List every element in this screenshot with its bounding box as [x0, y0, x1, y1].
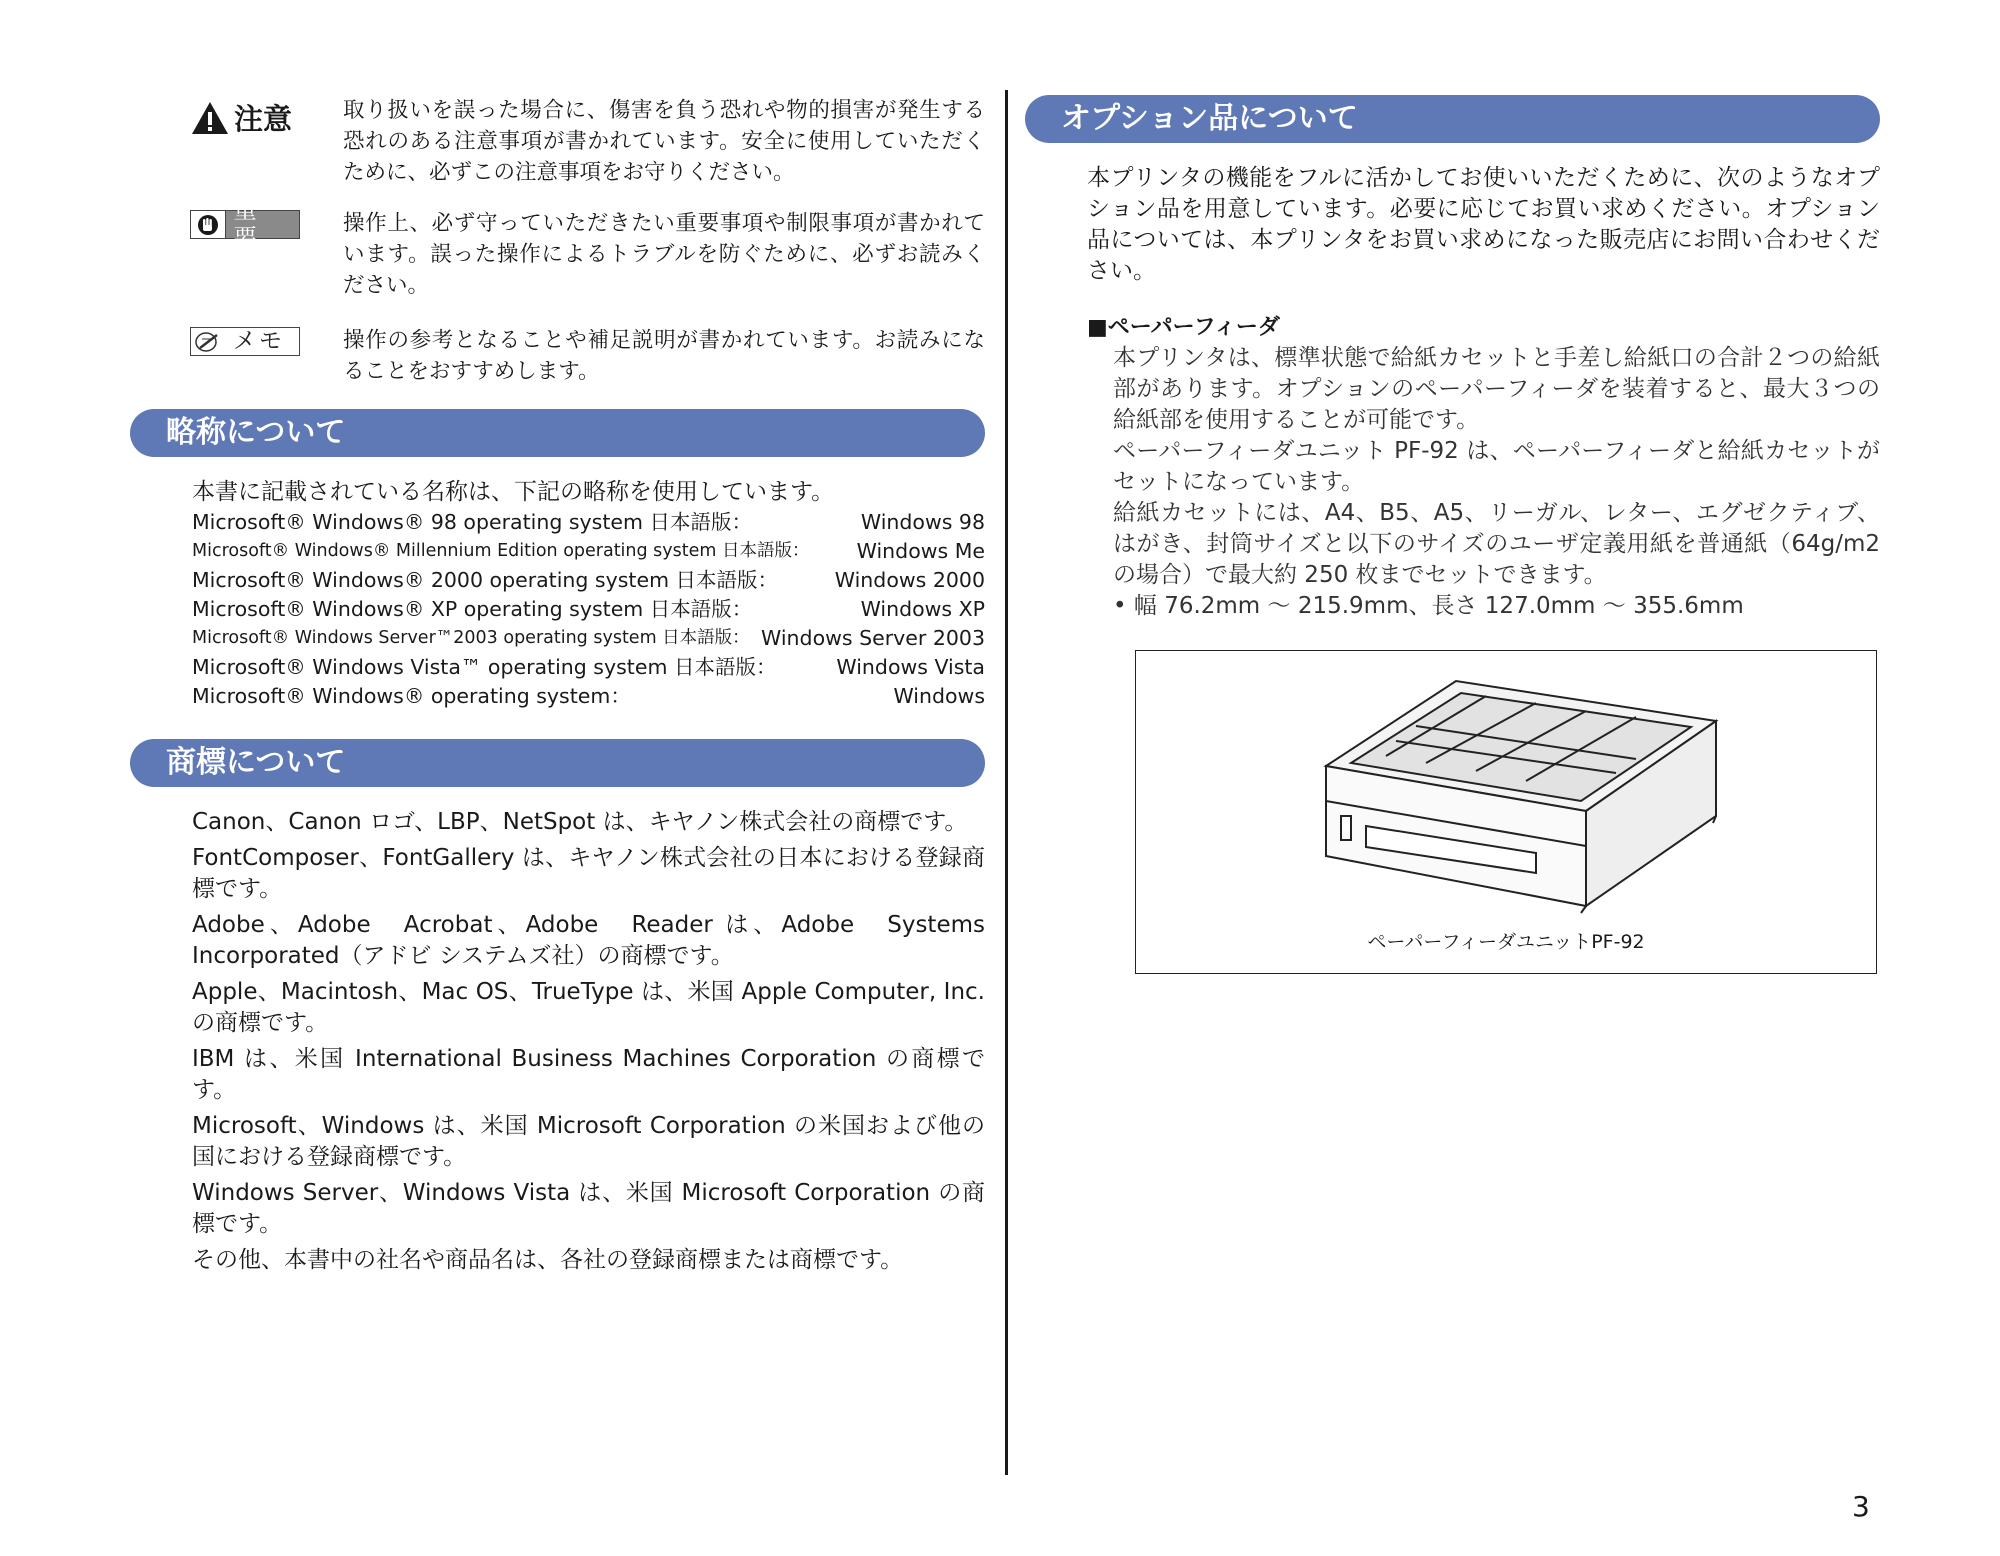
memo-tag-text: メモ: [233, 328, 285, 354]
memo-label: [190, 327, 300, 357]
option-section-header: [1025, 95, 1880, 143]
note-memo: [130, 325, 985, 387]
abbr-section-title: 略称について: [166, 415, 346, 450]
abbr-name: Microsoft® Windows® 98 operating system 日本語版：: [192, 510, 752, 534]
abbr-row: [192, 566, 985, 595]
hand-stop-icon: [191, 211, 226, 238]
abbr-name: Microsoft® Windows® 2000 operating system 日本語版：: [192, 568, 779, 592]
warning-triangle-icon: [190, 100, 230, 136]
tm-paragraph: Apple、Macintosh、Mac OS、TrueType は、米国 Apple Computer, Inc. の商標です。: [192, 979, 985, 1036]
tm-paragraphs: [130, 807, 985, 1276]
abbr-value: Windows Server 2003: [761, 626, 985, 650]
abbr-value: Windows Me: [856, 539, 985, 563]
memo-description: 操作の参考となることや補足説明が書かれています。お読みになることをおすすめします。: [343, 328, 985, 384]
tm-paragraph: Adobe、Adobe Acrobat、Adobe Reader は、Adobe Systems Incorporated（アドビ システムズ社）の商標です。: [192, 912, 985, 969]
abbr-intro: 本書に記載されている名称は、下記の略称を使用しています。: [192, 479, 835, 505]
tm-section-title: 商標について: [166, 745, 346, 780]
abbr-section-header: [130, 409, 985, 457]
right-column: [1025, 95, 1880, 622]
abbr-row: [192, 537, 985, 566]
note-caution: [130, 95, 985, 188]
important-tag-text: 重要: [233, 197, 260, 251]
abbr-value: Windows Vista: [836, 655, 985, 679]
abbr-value: Windows 98: [860, 510, 985, 534]
paper-feeder-figure: [1135, 650, 1877, 974]
abbr-name: Microsoft® Windows Server™2003 operating system 日本語版：: [192, 628, 750, 648]
important-label: [190, 197, 300, 251]
tm-paragraph: Microsoft、Windows は、米国 Microsoft Corporation の米国および他の国における登録商標です。: [192, 1113, 985, 1170]
tm-paragraph: Canon、Canon ロゴ、LBP、NetSpot は、キヤノン株式会社の商標です。: [192, 809, 968, 835]
abbr-row: [192, 682, 985, 711]
page-number: 3: [1852, 1490, 1870, 1523]
abbr-row: [192, 508, 985, 537]
abbr-name: Microsoft® Windows Vista™ operating system 日本語版：: [192, 655, 777, 679]
option-section-title: オプション品について: [1061, 101, 1358, 136]
paper-size-bullet: • 幅 76.2mm ～ 215.9mm、長さ 127.0mm ～ 355.6mm: [1113, 593, 1744, 619]
abbr-row: [192, 624, 985, 653]
tm-section-header: [130, 739, 985, 787]
abbr-name: Microsoft® Windows® Millennium Edition operating system 日本語版：: [192, 541, 810, 561]
paper-feeder-para: 給紙カセットには、A4、B5、A5、リーガル、レター、エグゼクティブ、はがき、封筒サイズと以下のサイズのユーザ定義用紙を普通紙（64g/m2 の場合）で最大約 250 枚までセットできます。: [1113, 500, 1880, 588]
tm-paragraph: IBM は、米国 International Business Machines Corporation の商標です。: [192, 1046, 985, 1103]
important-description: 操作上、必ず守っていただきたい重要事項や制限事項が書かれています。誤った操作によるトラブルを防ぐために、必ずお読みください。: [343, 211, 985, 298]
abbr-table: [192, 508, 985, 711]
option-intro: 本プリンタの機能をフルに活かしてお使いいただくために、次のようなオプション品を用意しています。必要に応じてお買い求めください。オプション品については、本プリンタをお買い求めになった販売店にお問い合わせください。: [1087, 165, 1880, 284]
paper-feeder-unit-illustration: [1136, 651, 1876, 921]
caution-text-label: 注意: [234, 102, 293, 136]
tm-paragraph: その他、本書中の社名や商品名は、各社の登録商標または商標です。: [192, 1247, 904, 1273]
left-column: [130, 95, 985, 1281]
paper-feeder-heading: ■ペーパーフィーダ: [1087, 315, 1280, 340]
note-important: [130, 197, 985, 301]
caution-description: 取り扱いを誤った場合に、傷害を負う恐れや物的損害が発生する恐れのある注意事項が書かれています。安全に使用していただくために、必ずこの注意事項をお守りください。: [343, 98, 985, 185]
abbr-value: Windows: [893, 684, 985, 708]
abbr-row: [192, 595, 985, 624]
figure-caption: ペーパーフィーダユニットPF-92: [1367, 931, 1645, 953]
paper-feeder-para: ペーパーフィーダユニット PF-92 は、ペーパーフィーダと給紙カセットがセットになっています。: [1113, 438, 1880, 495]
abbr-name: Microsoft® Windows® XP operating system 日本語版：: [192, 597, 753, 621]
abbr-name: Microsoft® Windows® operating system：: [192, 684, 631, 708]
tm-paragraph: FontComposer、FontGallery は、キヤノン株式会社の日本における登録商標です。: [192, 845, 985, 902]
column-divider: [1005, 90, 1008, 1475]
abbr-row: [192, 653, 985, 682]
tm-paragraph: Windows Server、Windows Vista は、米国 Microsoft Corporation の商標です。: [192, 1180, 985, 1237]
abbr-value: Windows 2000: [834, 568, 985, 592]
caution-label: [190, 97, 300, 136]
paper-feeder-para: 本プリンタは、標準状態で給紙カセットと手差し給紙口の合計２つの給紙部があります。オプションのペーパーフィーダを装着すると、最大３つの給紙部を使用することが可能です。: [1113, 345, 1880, 433]
pencil-icon: [191, 328, 225, 355]
abbr-value: Windows XP: [860, 597, 985, 621]
